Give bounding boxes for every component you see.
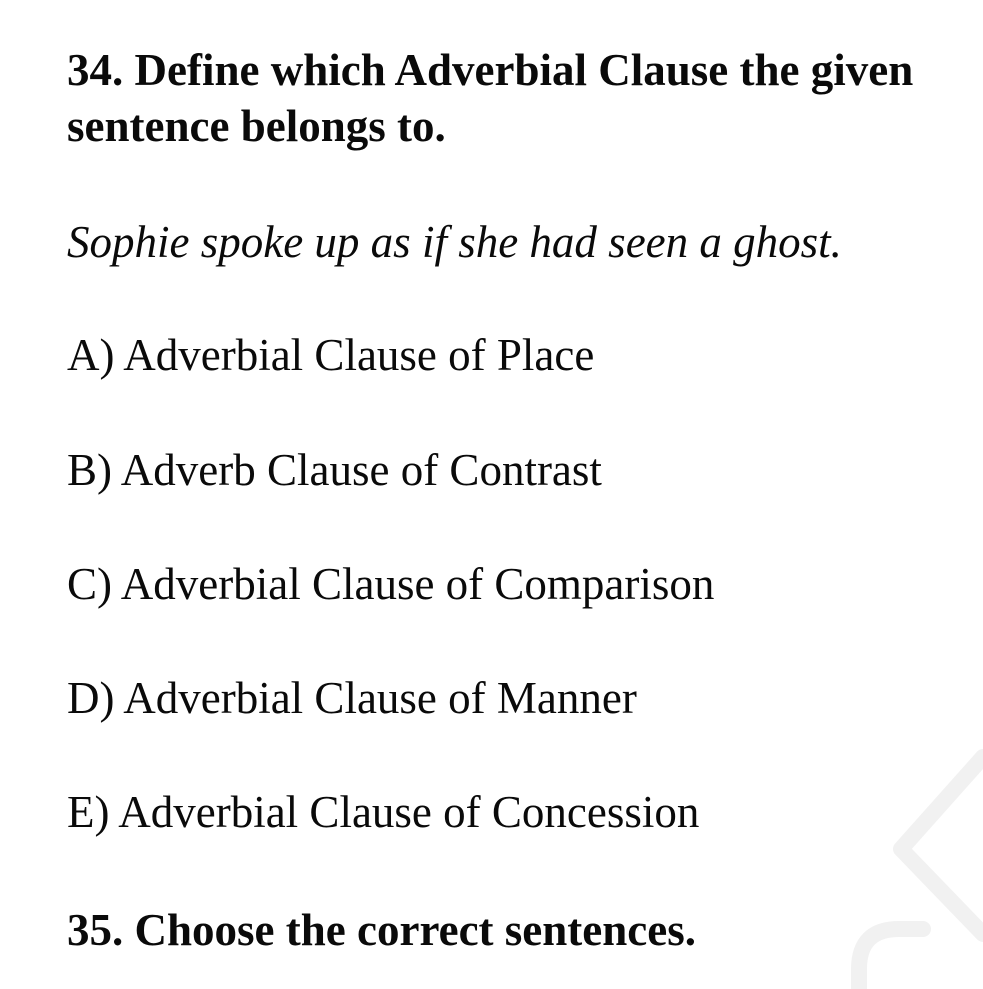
option-c: C) Adverbial Clause of Comparison <box>67 559 715 609</box>
option-d: D) Adverbial Clause of Manner <box>67 673 637 723</box>
option-e: E) Adverbial Clause of Concession <box>67 787 700 837</box>
question-34-title: 34. Define which Adverbial Clause the given sentence belongs to. <box>67 45 914 151</box>
question-35-title: 35. Choose the correct sentences. <box>67 905 696 955</box>
option-b: B) Adverb Clause of Contrast <box>67 445 602 495</box>
watermark-graphic <box>823 729 983 989</box>
option-a: A) Adverbial Clause of Place <box>67 330 595 380</box>
question-34-sentence: Sophie spoke up as if she had seen a ghost. <box>67 217 842 267</box>
